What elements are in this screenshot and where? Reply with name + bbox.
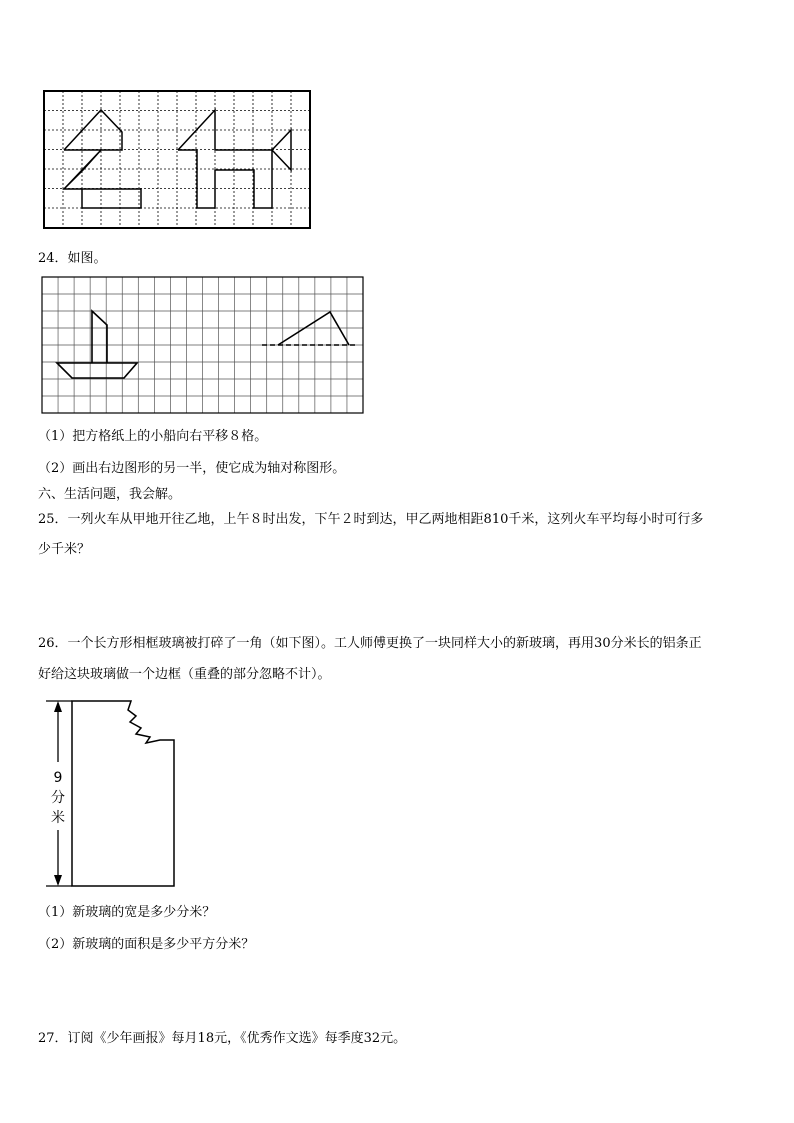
arrow-down-icon	[54, 875, 62, 886]
dimension-unit-2: 米	[51, 810, 65, 826]
q27-line1: 27．订阅《少年画报》每月18元，《优秀作文选》每季度32元。	[38, 1031, 407, 1046]
q25-line1: 25．一列火车从甲地开往乙地，上午８时出发，下午２时到达，甲乙两地相距810千米，这列火车平均每小时可行多	[38, 512, 704, 527]
arrow-up-icon	[54, 701, 62, 712]
glass-outline	[72, 701, 174, 886]
q24-sub2: （2）画出右边图形的另一半，使它成为轴对称图形。	[38, 461, 346, 476]
q25-line2: 少千米？	[38, 542, 91, 557]
dimension-unit-1: 分	[51, 790, 65, 806]
dimension-label	[51, 768, 65, 828]
dimension-value: 9	[53, 770, 63, 786]
q24-sub1: （1）把方格纸上的小船向右平移８格。	[38, 429, 268, 444]
q26-line1: 26．一个长方形相框玻璃被打碎了一角（如下图）。工人师傅更换了一块同样大小的新玻璃，再用30分米长的铝条正	[38, 636, 702, 651]
q24-heading: 24．如图。	[38, 251, 107, 266]
q26-sub2: （2）新玻璃的面积是多少平方分米？	[38, 937, 255, 952]
section6-heading: 六、生活问题，我会解。	[38, 487, 182, 502]
q26-line2: 好给这块玻璃做一个边框（重叠的部分忽略不计）。	[38, 667, 331, 682]
q26-sub1: （1）新玻璃的宽是多少分米？	[38, 905, 216, 920]
